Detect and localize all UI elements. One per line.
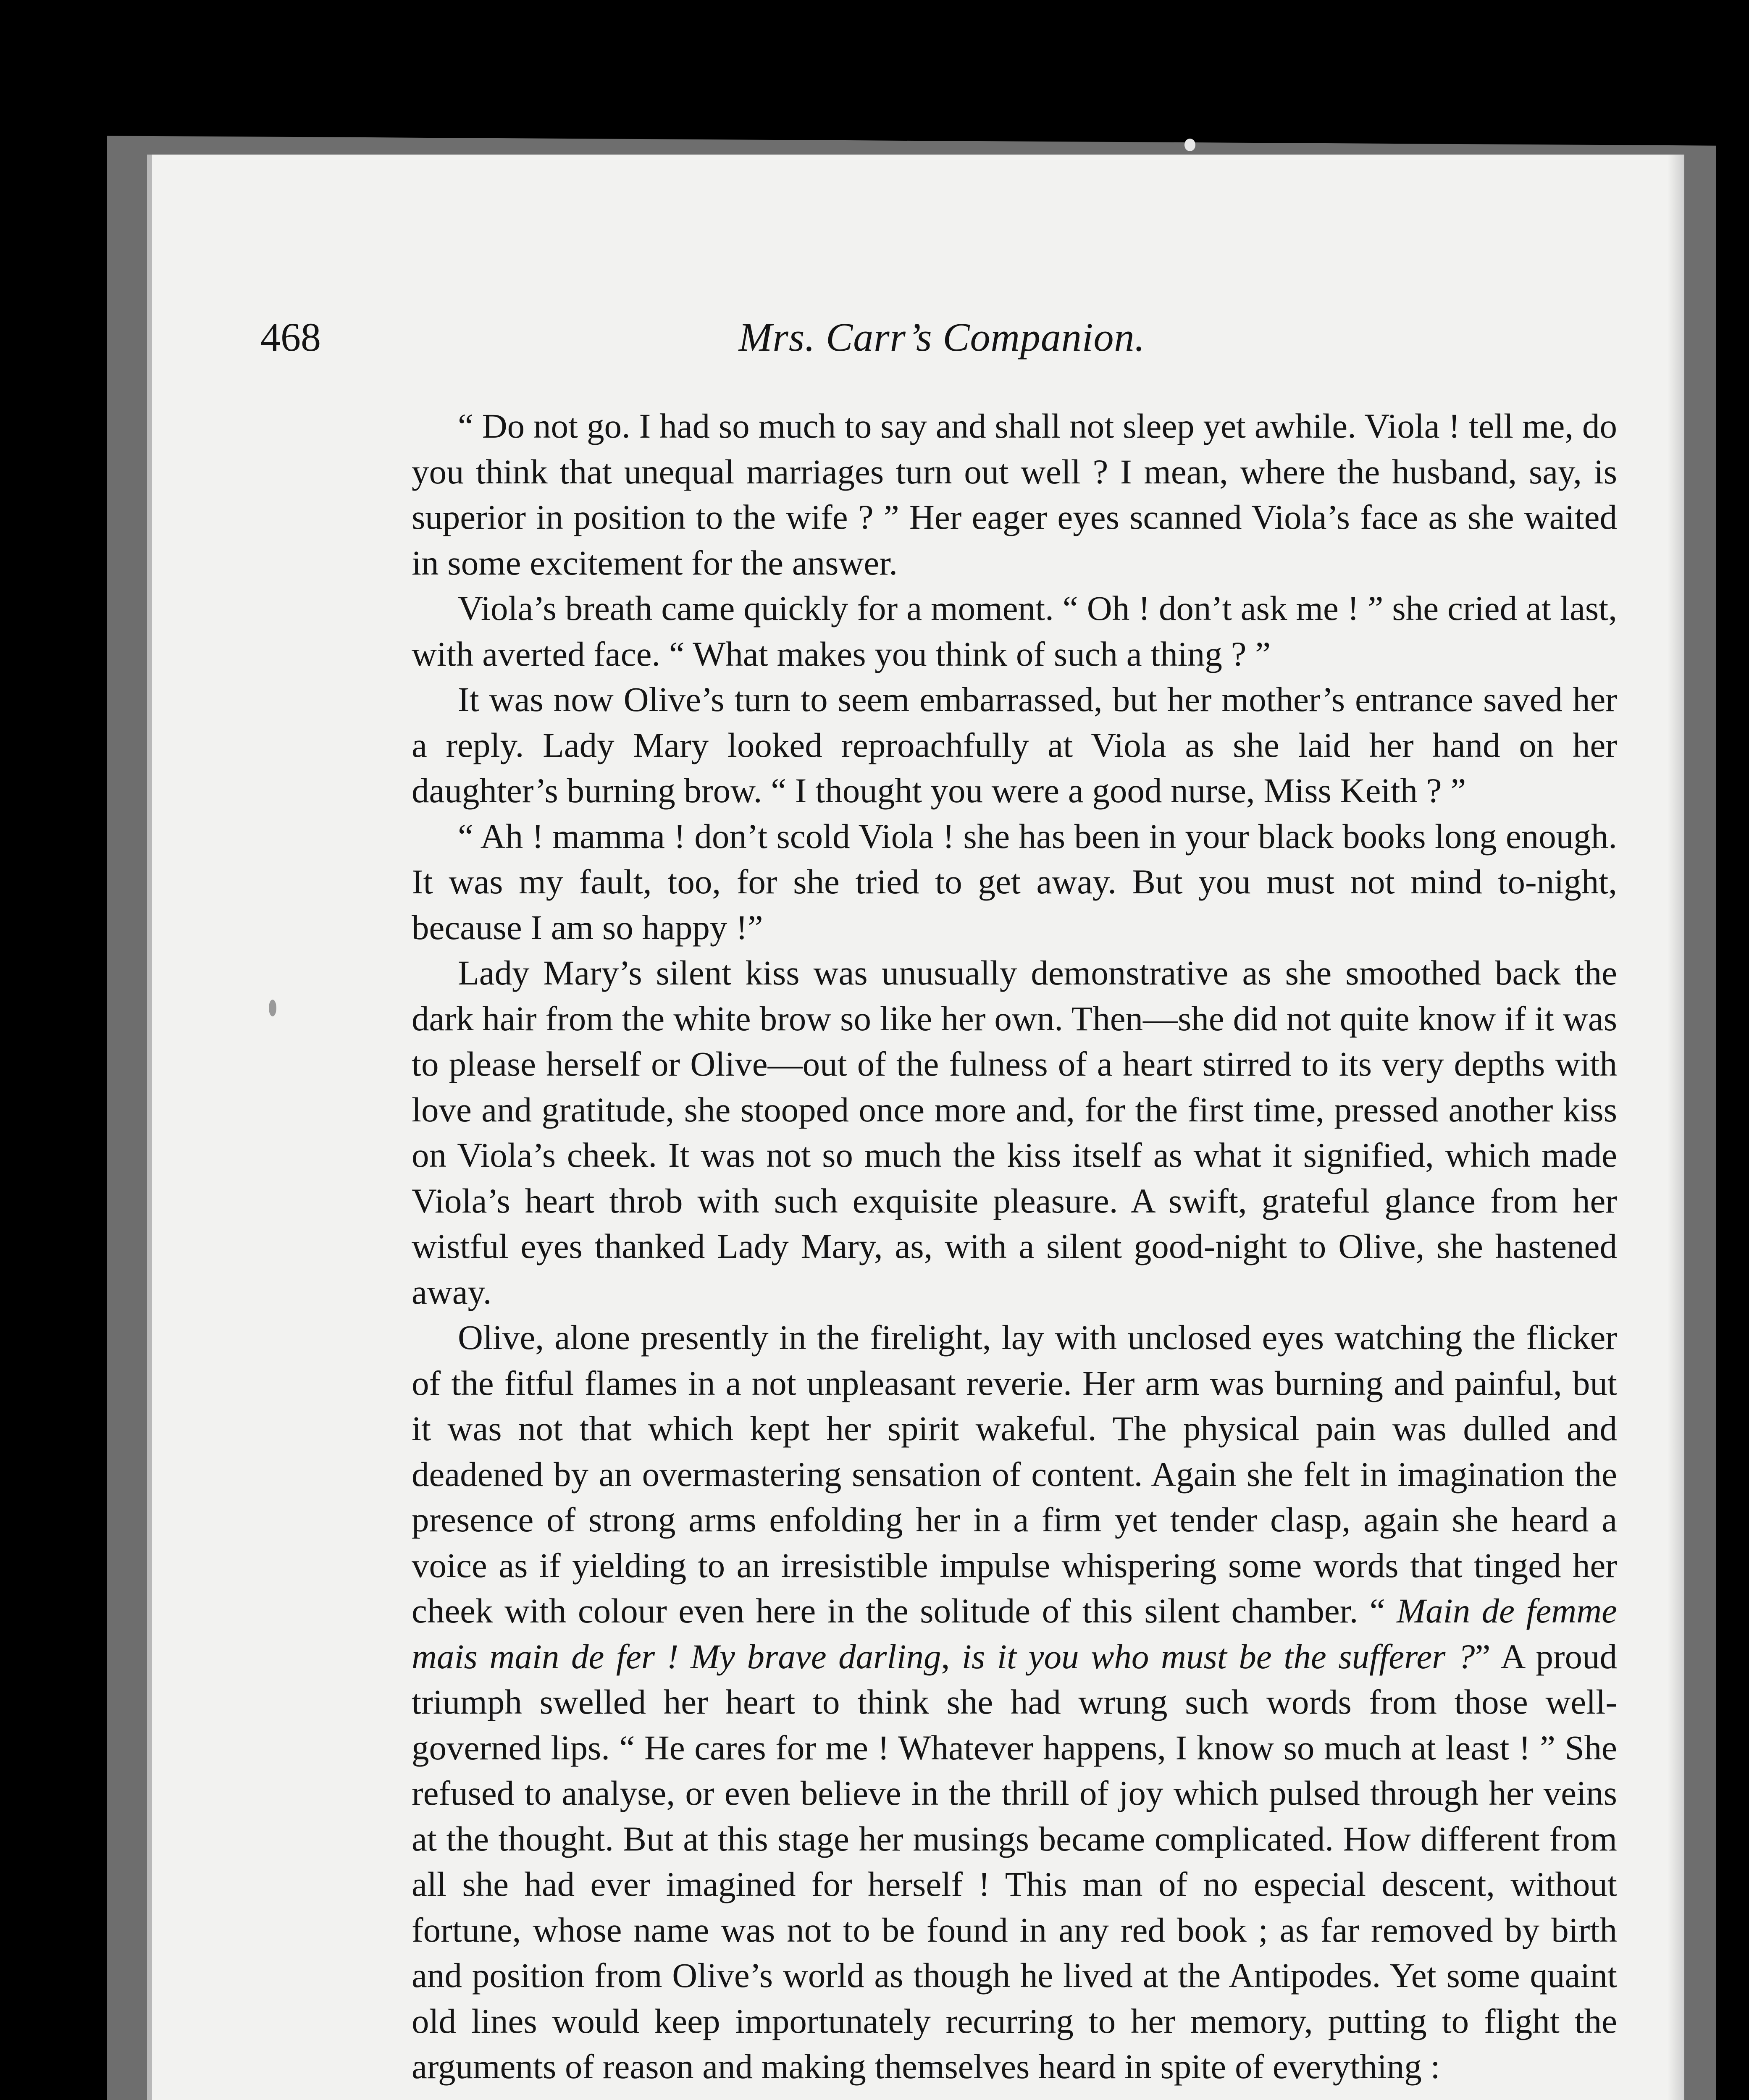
running-title: Mrs. Carr’s Companion. [738, 315, 1145, 360]
running-head [260, 314, 1623, 360]
text-run: Viola’s breath came quickly for a moment. “ Oh ! don’t ask me ! ” she cried at last, with averted face. “ What makes you think of such a thing ? ” [412, 589, 1617, 673]
scan-speck [269, 1000, 276, 1016]
paragraph [412, 677, 1617, 814]
text-run: Olive, alone presently in the firelight, lay with unclosed eyes watching the flicker of the fitful flames in a not unpleasant reverie. Her arm was burning and painful, but it was not that which kept her spirit wakeful. The physical pain was dulled and deadened by an overmastering sensation of content. Again she felt in imagination the presence of strong arms enfolding her in a firm yet tender clasp, again she heard a voice as if yielding to an irresistible impulse whispering some words that tinged her cheek with colour even here in the solitude of this silent chamber. “ [412, 1318, 1617, 1630]
paragraph [412, 403, 1617, 585]
italic-text: is it you who must be the sufferer ? [961, 1637, 1475, 1676]
page-gutter [1668, 155, 1684, 2100]
italic-text: Main de femme mais main de fer ! My brave darling [412, 1591, 1617, 1676]
text-run: “ Do not go. I had so much to say and shall not sleep yet awhile. Viola ! tell me, do you think that unequal marriages turn out well ? I mean, where the husband, say, is superior in position to the wife ? ” Her eager eyes scanned Viola’s face as she waited in some excitement for the answer. [412, 407, 1617, 582]
text-run: ” A proud triumph swelled her heart to think she had wrung such words from those well-governed lips. “ He cares for me ! Whatever happens, I know so much at least ! ” She refused to analyse, or even believe in the thrill of joy which pulsed through her veins at the thought. But at this stage her musings became complicated. How different from all she had ever imagined for herself ! This man of no especial descent, without fortune, whose name was not to be found in any red book ; as far removed by birth and position from Olive’s world as though he lived at the Antipodes. Yet some quaint old lines would keep importunately recurring to her memory, putting to flight the arguments of reason and making themselves heard in spite of everything : [412, 1637, 1618, 2086]
paragraph [412, 950, 1617, 1315]
text-run: Lady Mary’s silent kiss was unusually demonstrative as she smoothed back the dark hair from the white brow so like her own. Then—she did not quite know if it was to please herself or Olive—out of the fulness of a heart stirred to its very depths with love and gratitude, she stooped once more and, for the first time, pressed another kiss on Viola’s cheek. It was not so much the kiss itself as what it signified, which made Viola’s heart throb with such exquisite pleasure. A swift, grateful glance from her wistful eyes thanked Lady Mary, as, with a silent good-night to Olive, she hastened away. [412, 953, 1617, 1311]
paragraph [412, 1315, 1617, 2090]
body-text [412, 403, 1617, 2090]
paragraph [412, 585, 1617, 677]
text-run: “ Ah ! mamma ! don’t scold Viola ! she has been in your black books long enough. It was my fault, too, for she tried to get away. But you must not mind to-night, because I am so happy !” [412, 816, 1617, 947]
paragraph [412, 814, 1617, 950]
scan-speck [1184, 139, 1195, 151]
page-number: 468 [260, 315, 321, 360]
text-run: , [941, 1637, 962, 1676]
text-run: It was now Olive’s turn to seem embarrassed, but her mother’s entrance saved her a reply. Lady Mary looked reproachfully at Viola as she laid her hand on her daughter’s burning brow. “ I thought you were a good nurse, Miss Keith ? ” [412, 680, 1617, 810]
